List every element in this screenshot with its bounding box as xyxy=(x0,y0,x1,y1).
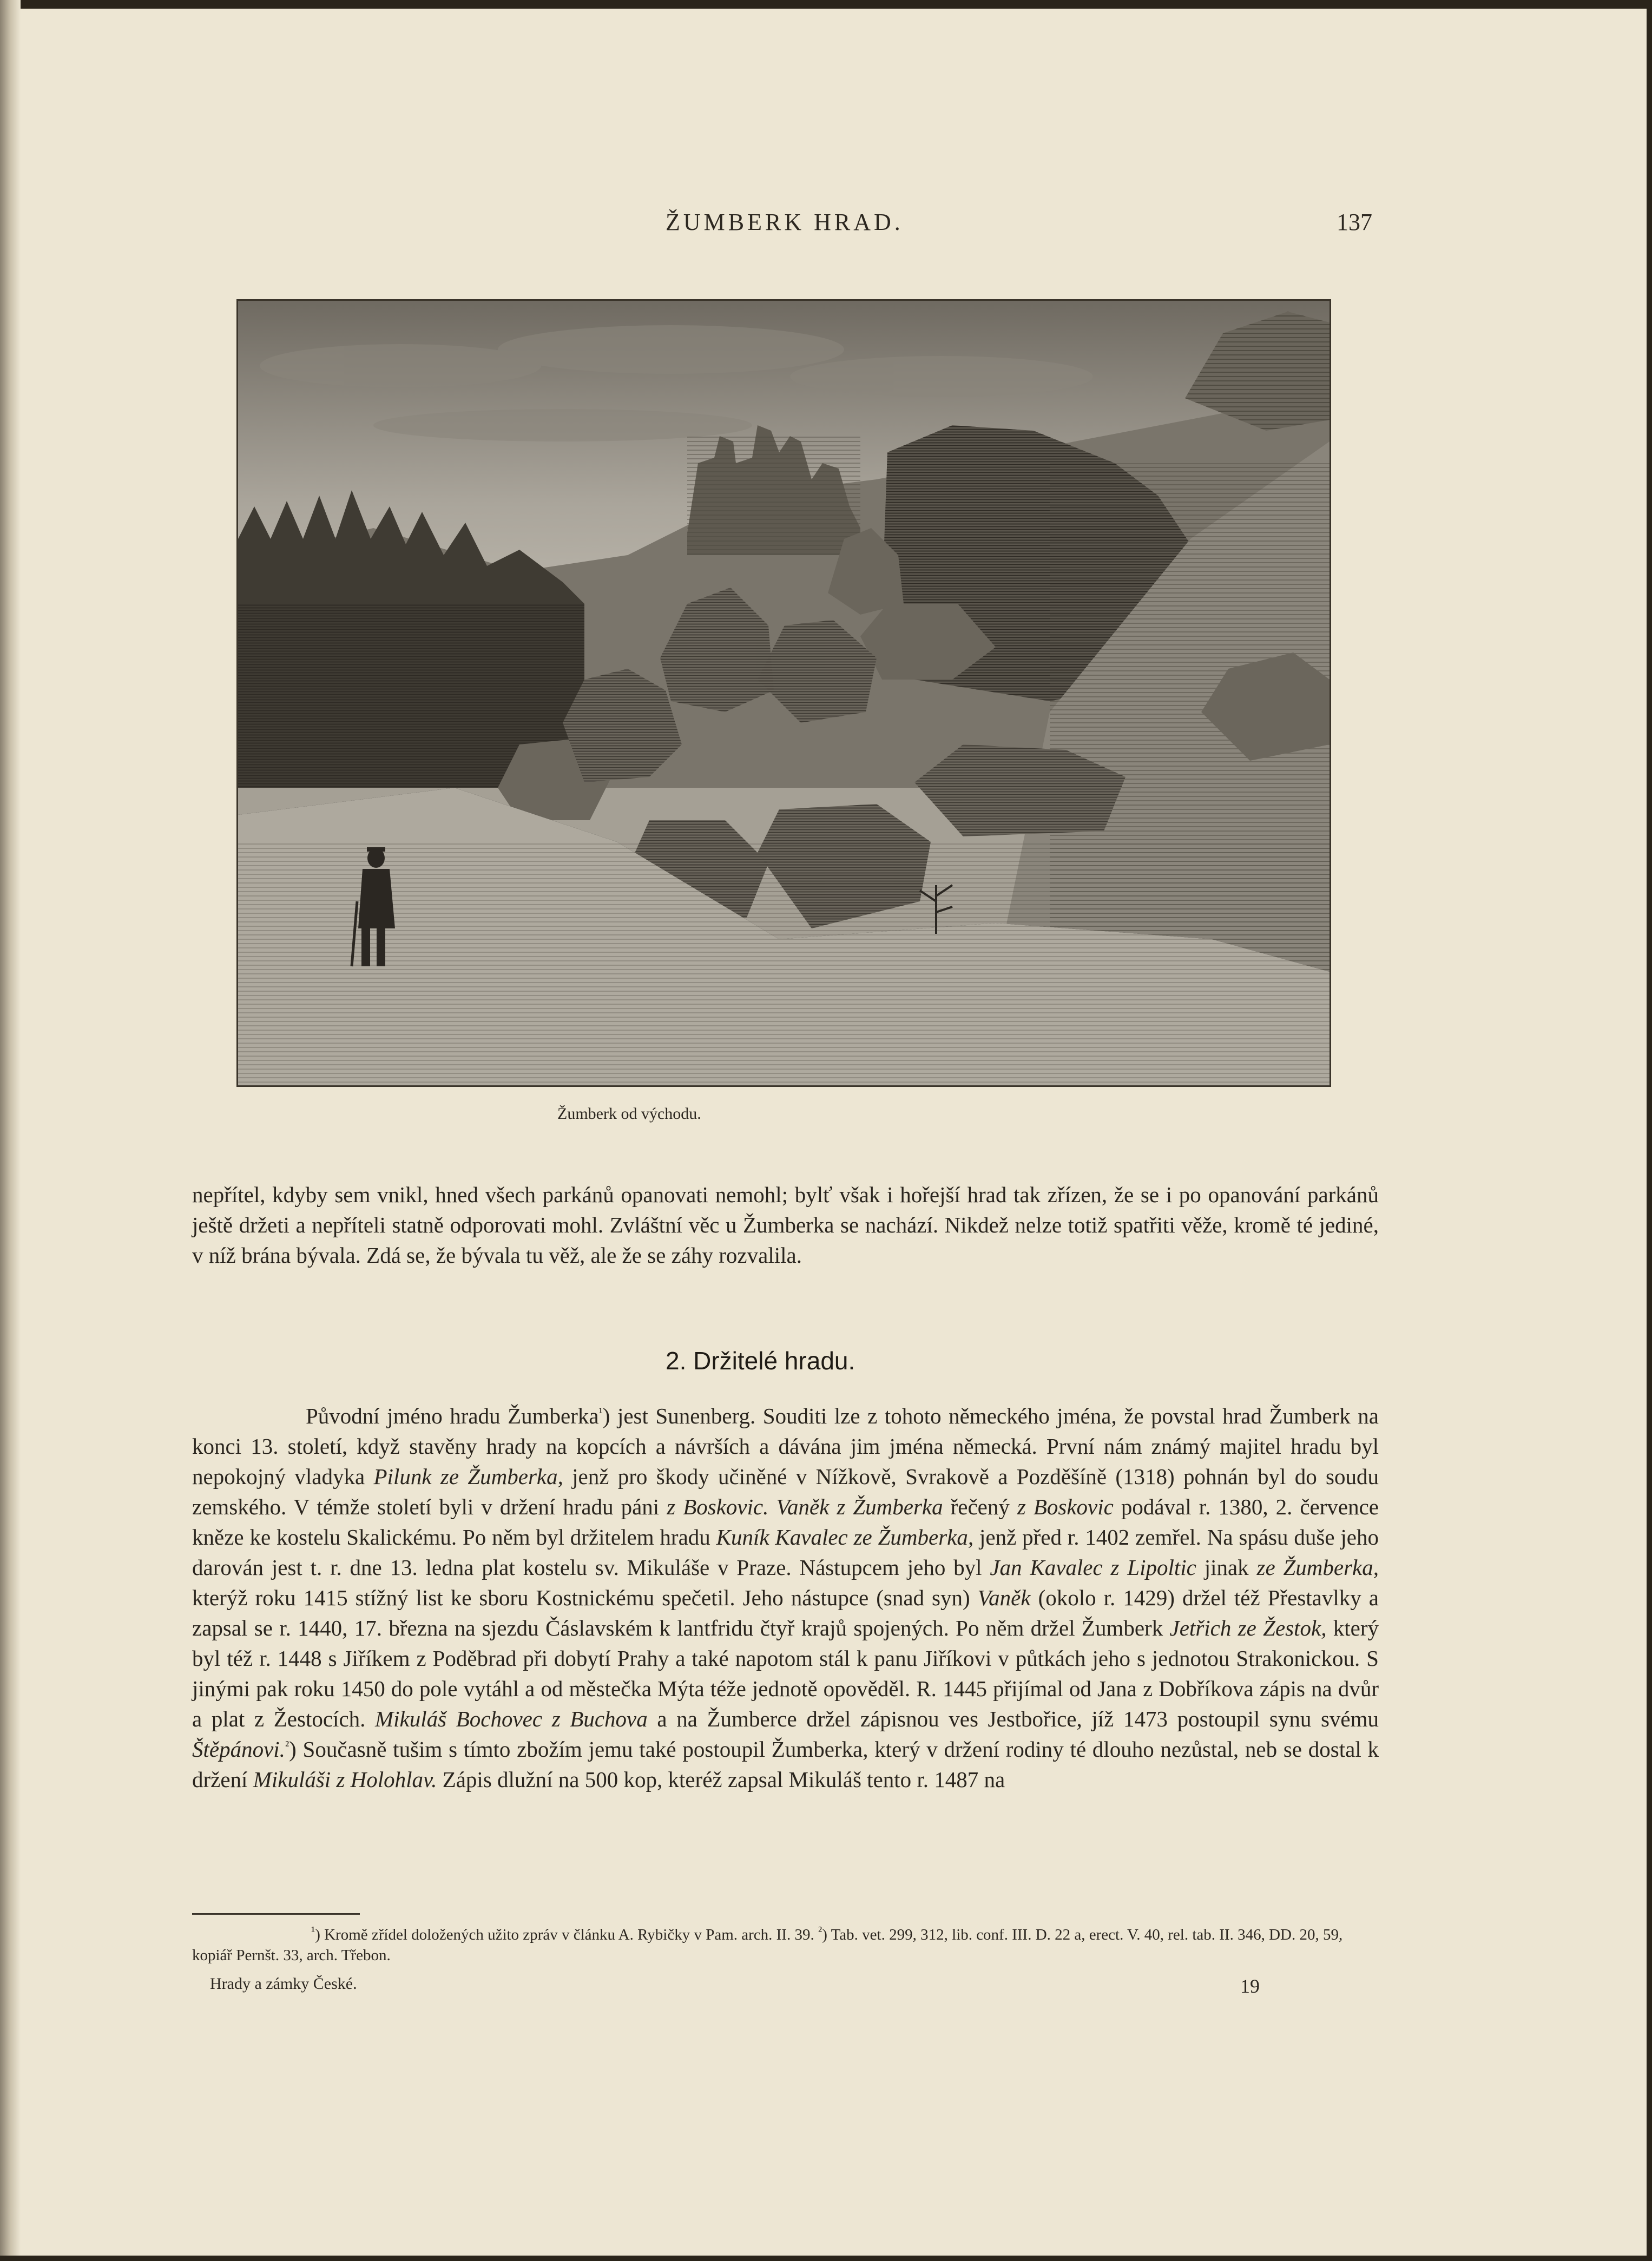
footnote-ref-2: ² xyxy=(285,1739,289,1753)
footnote-rule xyxy=(192,1913,360,1915)
castle-ruins xyxy=(687,425,860,555)
book-signature: Hrady a zámky České. xyxy=(210,1975,357,1993)
name-italic: ze Žumberka, xyxy=(1256,1555,1379,1580)
text-run: Zápis dlužní na 500 kop, kteréž zapsal Mikuláš tento r. 1487 na xyxy=(437,1767,1005,1792)
footnote-ref-1: ¹ xyxy=(598,1406,603,1420)
text-run: ) jest Sunenberg. Souditi lze z tohoto německého jména, že povstal hrad Žumberk na konci 13. století, když stavěny hrady na kopcích a návrších a dávána jim jména německá. První nám známý majitel hradu byl nepokojný vladyka xyxy=(192,1403,1379,1489)
text-run: který byl též r. 1448 s Jiříkem z Poděbrad při dobytí Prahy a také napotom stál k panu Jiříkovi v půtkách jeho s jednotou Strakonickou. S jinými pak roku 1450 do pole vytáhl a od městečka Mýta téže jednotě opověděl. R. 1445 přijímal od Jana z Dobříkova zápis na dvůr a plat z Žestocích. xyxy=(192,1616,1379,1731)
footnote-marker-2: ² xyxy=(818,1924,822,1939)
page-right-edge xyxy=(1647,0,1652,2261)
footnote-marker-1: ¹ xyxy=(311,1924,315,1939)
name-italic: z Boskovic xyxy=(1017,1494,1114,1519)
page-number: 137 xyxy=(1337,209,1372,235)
text-run: jenž pro škody učiněné v Nížkově, Svrakově a Pozděšíně (1318) pohnán byl do soudu zemského. V témže století byli v držení hradu páni xyxy=(192,1464,1379,1519)
running-head-title: ŽUMBERK HRAD. xyxy=(666,209,904,235)
footnote-text-1: ) Kromě zřídel doložených užito zpráv v článku A. Rybičky v Pam. arch. II. 39. xyxy=(315,1926,814,1943)
text-run: a na Žumberce držel zápisnou ves Jestbořice, jíž 1473 postoupil synu svému xyxy=(647,1706,1379,1731)
page-bottom-edge xyxy=(0,2256,1652,2261)
page-top-edge xyxy=(0,0,1652,9)
engraving-svg xyxy=(238,301,1330,1085)
text-run: řečený xyxy=(943,1494,1017,1519)
text-run: podával r. 1380, 2. července kněze ke kostelu Skalickému. Po něm byl držitelem hradu xyxy=(192,1494,1379,1550)
text-run: jenž před r. 1402 zemřel. Na spásu duše jeho darován jest t. r. dne 13. ledna plat kostelu sv. Mikuláše v Praze. Nástupcem jeho byl xyxy=(192,1525,1379,1580)
gutter-shadow xyxy=(0,0,21,2261)
name-italic: Kuník Kavalec ze Žumberka, xyxy=(716,1525,974,1550)
name-italic: z Boskovic. xyxy=(667,1494,769,1519)
text-run: kterýž roku 1415 stížný list ke sboru Kostnickému spečetil. Jeho nástupce (snad syn) xyxy=(192,1585,978,1610)
signature-number: 19 xyxy=(1240,1975,1260,1997)
text-run: ) Současně tušim s tímto zbožím jemu také postoupil Žumberka, který v držení rodiny té dlouho nezůstal, neb se dostal k držení xyxy=(192,1737,1379,1792)
name-italic: Jan Kavalec z Lipoltic xyxy=(990,1555,1196,1580)
figure-caption: Žumberk od východu. xyxy=(557,1105,701,1123)
section-heading: 2. Držitelé hradu. xyxy=(666,1347,855,1375)
text-run xyxy=(768,1494,776,1519)
text-run: jinak xyxy=(1196,1555,1257,1580)
paragraph-main xyxy=(192,1401,1379,1795)
name-italic: Mikuláši z Holohlav. xyxy=(253,1767,437,1792)
text-run: Původní jméno hradu Žumberka xyxy=(306,1403,599,1428)
name-italic: Mikuláš Bochovec z Buchova xyxy=(375,1706,648,1731)
name-italic: Vaněk xyxy=(977,1585,1031,1610)
engraving-illustration xyxy=(236,299,1331,1087)
name-italic: Jetřich ze Žestok, xyxy=(1169,1616,1327,1640)
paragraph-continued: nepřítel, kdyby sem vnikl, hned všech parkánů opanovati nemohl; bylť však i hořejší hrad tak zřízen, že se i po opanování parkánů ještě držeti a nepříteli statně odporovati mohl. Zvláštní věc u Žumberka se nachází. Nikdež nelze totiž spatřiti věže, kromě té jediné, v níž brána bývala. Zdá se, že bývala tu věž, ale že se záhy rozvalila. xyxy=(192,1182,1379,1268)
text-run: (okolo r. 1429) držel též Přestavlky a zapsal se r. 1440, 17. března na sjezdu Čáslavském k lantfridu čtyř krajů spojených. Po něm držel Žumberk xyxy=(192,1585,1379,1640)
ground-texture xyxy=(238,842,1330,1085)
name-italic: Štěpánovi. xyxy=(192,1737,285,1762)
name-italic: Vaněk z Žumberka xyxy=(776,1494,943,1519)
footnote-text-2: ) Tab. vet. 299, 312, lib. conf. III. D. 22 a, erect. V. 40, rel. tab. II. 346, DD. 20, 59, kopiář Pernšt. 33, arch. Třebon. xyxy=(192,1926,1343,1964)
footnotes xyxy=(192,1924,1379,1966)
name-italic: Pilunk ze Žumberka, xyxy=(373,1464,563,1489)
